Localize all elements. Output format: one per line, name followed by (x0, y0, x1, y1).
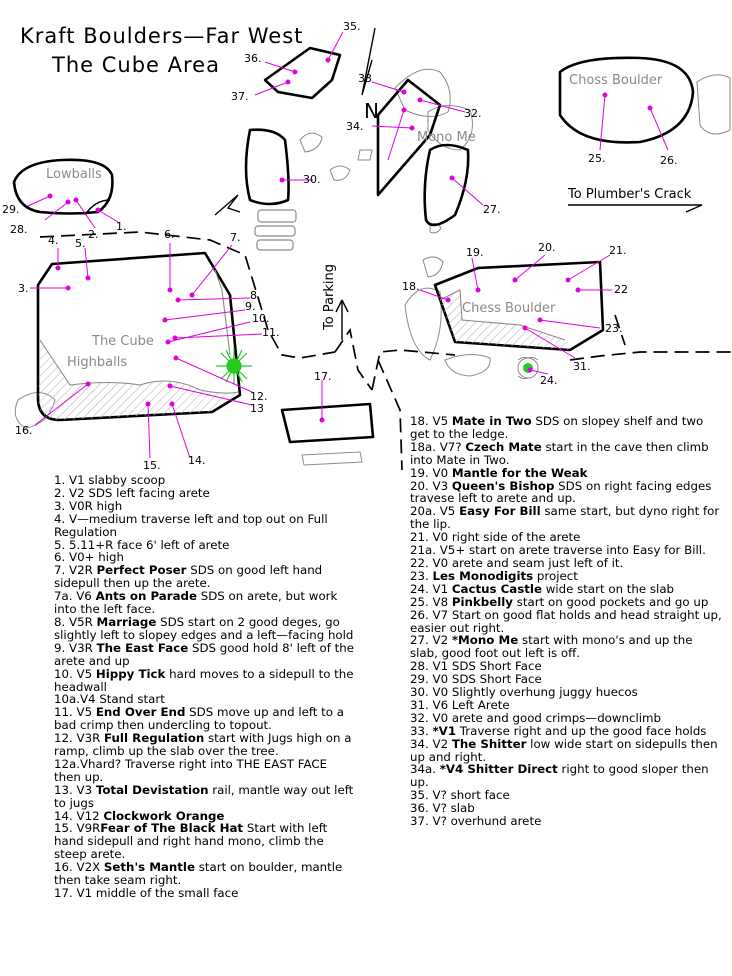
problem-name: Easy For Bill (459, 504, 541, 519)
problem-name: *Mono Me (451, 633, 519, 648)
problem-grade: 24. V1 (410, 581, 452, 596)
problem-entry (54, 616, 354, 642)
highballs-label: Highballs (67, 355, 128, 370)
marker-33: 33 (358, 72, 372, 85)
problem-grade: 13. V3 (54, 782, 96, 797)
problem-grade: 21. V0 right side of the arete (410, 530, 581, 545)
problem-description: start on boulder, mantle then take seam right. (54, 860, 343, 888)
problem-description: hard moves to a sidepull to the headwall (54, 666, 354, 694)
marker-2: 2. (88, 228, 99, 241)
problem-name: Mantle for the Weak (451, 465, 588, 480)
problem-list-right (410, 415, 722, 828)
boulder-17 (282, 404, 373, 442)
marker-21: 21. (609, 244, 627, 257)
problem-description: SDS on slopey shelf and two get to the ledge. (410, 414, 704, 441)
problem-name: Fear of The Black Hat (100, 821, 244, 836)
problem-name: Ants on Parade (95, 589, 197, 604)
map-title-line2: The Cube Area (52, 53, 220, 77)
problem-entry (410, 815, 722, 828)
problem-grade: 34a. (410, 762, 440, 777)
marker-7: 7. (230, 231, 241, 244)
marker-1: 1. (116, 220, 127, 233)
marker-30: 30. (303, 173, 321, 186)
problem-name: *V4 Shitter Direct (439, 762, 558, 777)
problem-grade: 11. V5 (54, 705, 96, 720)
the-cube-label: The Cube (92, 334, 154, 349)
problem-name: End Over End (95, 705, 186, 720)
problem-entry (54, 732, 354, 758)
marker-4: 4. (48, 234, 59, 247)
marker-5: 5. (75, 237, 86, 250)
problem-grade: 4. V—medium traverse left and top out on Full Regulation (54, 511, 328, 539)
marker-19: 19. (466, 246, 484, 259)
marker-31: 31. (573, 360, 591, 373)
problem-name: Seth's Mantle (103, 860, 195, 875)
marker-22: 22 (614, 283, 628, 296)
small-rocks (255, 210, 296, 250)
problem-name: The Shitter (451, 736, 527, 751)
marker-29: 29. (2, 203, 20, 216)
marker-8: 8. (250, 289, 261, 302)
problem-entry (54, 590, 354, 616)
to-parking-label: To Parking (322, 263, 337, 330)
problem-name: Full Regulation (104, 731, 205, 746)
problem-grade: 23. (410, 568, 433, 583)
problem-entry (54, 784, 354, 810)
problem-name: Perfect Poser (96, 563, 187, 578)
marker-11: 11. (262, 326, 280, 339)
problem-name: Les Monodigits (432, 568, 534, 583)
problem-grade: 10a.V4 Stand start (54, 692, 165, 707)
boulder-map (0, 0, 732, 470)
problem-description: Traverse right and up the good face holds (456, 723, 707, 738)
problem-grade: 2. V2 SDS left facing arete (54, 485, 210, 500)
problem-grade: 14. V12 (54, 808, 104, 823)
marker-9: 9. (245, 300, 256, 313)
problem-entry (410, 480, 722, 506)
problem-name: Clockwork Orange (103, 808, 225, 823)
problem-grade: 21a. V5+ start on arete traverse into Easy for Bill. (410, 543, 706, 558)
marker-23: 23. (605, 322, 623, 335)
problem-description: rail, mantle way out left to jugs (54, 782, 354, 810)
problem-name: The East Face (96, 640, 189, 655)
problem-description: same start, but dyno right for the lip. (410, 504, 720, 532)
marker-15: 15. (143, 459, 161, 470)
problem-entry (410, 634, 722, 660)
problem-list-left (54, 474, 354, 900)
problem-grade: 18a. V7? (410, 439, 466, 454)
problem-entry (54, 887, 354, 900)
problem-entry (54, 668, 354, 694)
marker-35: 35. (343, 20, 361, 33)
marker-37: 37. (231, 90, 249, 103)
problem-grade: 1. V1 slabby scoop (54, 473, 166, 487)
problem-grade: 10. V5 (54, 666, 96, 681)
choss-boulder (560, 58, 693, 143)
problem-entry (54, 642, 354, 668)
problem-grade: 12a.Vhard? Traverse right into THE EAST FACE then up. (54, 756, 328, 784)
marker-10: 10. (252, 312, 270, 325)
lowballs-label: Lowballs (46, 167, 102, 182)
marker-28: 28. (10, 223, 28, 236)
problem-description: SDS on good left hand sidepull then up the arete. (54, 563, 323, 591)
problem-description: SDS good hold 8' left of the arete and up (54, 640, 354, 668)
problem-grade: 34. V2 (410, 736, 452, 751)
problem-description: SDS on arete, but work into the left face. (54, 589, 338, 617)
problem-grade: 36. V? slab (410, 801, 475, 816)
problem-description: wide start on the slab (541, 581, 675, 596)
problem-description: SDS on right facing edges travese left to arete and up. (410, 478, 712, 506)
choss-boulder-label: Choss Boulder (569, 73, 663, 88)
arrow-heads (48, 58, 652, 422)
problem-entry (410, 763, 722, 789)
problem-grade: 35. V? short face (410, 788, 510, 803)
problem-description: project (533, 568, 578, 583)
problem-name: *V1 (432, 723, 457, 738)
problem-entry (410, 738, 722, 764)
marker-20: 20. (538, 241, 556, 254)
marker-14: 14. (188, 454, 206, 467)
problem-grade: 22. V0 arete and seam just left of it. (410, 555, 624, 570)
problem-grade: 19. V0 (410, 465, 452, 480)
problem-grade: 7. V2R (54, 563, 97, 578)
problem-entry (410, 609, 722, 635)
problem-grade: 17. V1 middle of the small face (54, 886, 239, 900)
problem-grade: 3. V0R high (54, 498, 123, 513)
chess-boulder-label: Chess Boulder (462, 301, 556, 316)
problem-grade: 29. V0 SDS Short Face (410, 672, 542, 687)
problem-name: Total Devistation (95, 782, 209, 797)
problem-grade: 15. V9R (54, 821, 101, 836)
problem-grade: 5. 5.11+R face 6' left of arete (54, 537, 230, 552)
problem-entry (54, 758, 354, 784)
marker-3: 3. (18, 282, 29, 295)
marker-17: 17. (314, 370, 332, 383)
problem-grade: 26. V7 Start on good flat holds and head straight up, easier out right. (410, 607, 722, 635)
problem-description: start with Jugs high on a ramp, climb up the slab over the tree. (54, 731, 352, 759)
problem-entry (54, 564, 354, 590)
marker-6: 6. (164, 228, 175, 241)
problem-entry (410, 505, 722, 531)
problem-grade: 25. V8 (410, 594, 452, 609)
marker-32: 32. (464, 107, 482, 120)
problem-grade: 30. V0 Slightly overhung juggy huecos (410, 685, 638, 700)
problem-description: low wide start on sidepulls then up and right. (410, 736, 718, 764)
problem-grade: 31. V6 Left Arete (410, 697, 510, 712)
map-title-line1: Kraft Boulders—Far West (20, 24, 304, 48)
marker-16: 16. (15, 424, 33, 437)
problem-entry (54, 706, 354, 732)
marker-13: 13 (250, 402, 264, 415)
problem-description: start on good pockets and go up (513, 594, 709, 609)
problem-name: Pinkbelly (451, 594, 513, 609)
problem-entry (410, 441, 722, 467)
mono-me-boulder (425, 145, 469, 225)
problem-grade: 20a. V5 (410, 504, 460, 519)
problem-description: start with mono's and up the slab, good foot out left is off. (410, 633, 693, 661)
problem-description: Start with left hand sidepull and right hand mono, climb the steep arete. (54, 821, 328, 862)
problem-grade: 9. V3R (54, 640, 97, 655)
problem-grade: 8. V5R (54, 614, 97, 629)
problem-name: Queen's Bishop (451, 478, 555, 493)
marker-26: 26. (660, 154, 678, 167)
problem-name: Marriage (96, 614, 157, 629)
problem-entry (54, 822, 354, 861)
problem-name: Hippy Tick (95, 666, 166, 681)
problem-entry (54, 513, 354, 539)
problem-grade: 7a. V6 (54, 589, 96, 604)
problem-description: right to good sloper then up. (410, 762, 709, 790)
problem-name: Cactus Castle (451, 581, 542, 596)
marker-25: 25. (588, 152, 606, 165)
to-plumbers-crack-label: To Plumber's Crack (568, 187, 692, 202)
problem-grade: 32. V0 arete and good crimps—downclimb (410, 710, 662, 725)
problem-description: SDS move up and left to a bad crimp then undercling to topout. (54, 705, 345, 733)
problem-grade: 33. (410, 723, 433, 738)
problem-entry (54, 861, 354, 887)
problem-grade: 6. V0+ high (54, 550, 124, 565)
problem-grade: 28. V1 SDS Short Face (410, 659, 542, 674)
north-arrow-label: N (364, 99, 379, 123)
problem-grade: 12. V3R (54, 731, 105, 746)
marker-18: 18. (402, 280, 420, 293)
problem-name: Mate in Two (451, 414, 532, 428)
problem-grade: 37. V? overhund arete (410, 814, 542, 829)
boulder-35-36 (265, 48, 340, 98)
marker-34: 34. (346, 120, 364, 133)
mono-me-label: Mono Me (417, 130, 476, 145)
problem-grade: 18. V5 (410, 414, 452, 428)
cactus-icon (518, 357, 538, 378)
marker-36: 36. (244, 52, 262, 65)
marker-24: 24. (540, 374, 558, 387)
problem-entry (410, 415, 722, 441)
problem-description: SDS start on 2 good deges, go slightly left to slopey edges and a left—facing hold (54, 614, 354, 642)
problem-name: Czech Mate (465, 439, 542, 454)
marker-27: 27. (483, 203, 501, 216)
problem-description: start in the cave then climb into Mate in Two. (410, 439, 709, 467)
problem-grade: 27. V2 (410, 633, 452, 648)
problem-grade: 16. V2X (54, 860, 104, 875)
marker-12: 12. (250, 390, 268, 403)
problem-grade: 20. V3 (410, 478, 452, 493)
boulder-30 (246, 130, 289, 204)
